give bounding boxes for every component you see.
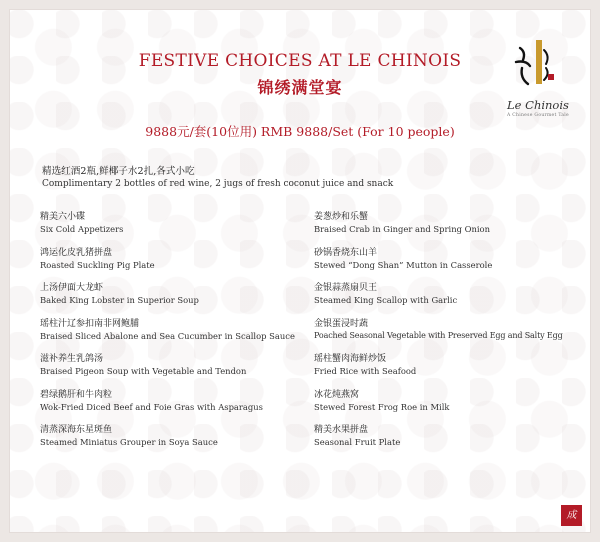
dish-name-cn: 清蒸深海东星斑鱼 [40,425,113,435]
dish-name-cn: 碧绿鹅肝和牛肉粒 [40,389,113,400]
dish-name-en: Poached Seasonal Vegetable with Preserved Egg and Salty Egg [314,330,563,340]
dish-name-en: Steamed Miniatus Grouper in Soya Sauce [40,437,218,447]
dish-item [40,282,295,318]
logo-text: Le Chinois [507,98,569,112]
dish-name-cn: 金银蒜蒸扇贝王 [314,283,378,293]
dish-name-cn: 精美水果拼盘 [314,425,369,435]
dish-item [40,318,295,354]
intro-en: Complimentary 2 bottles of red wine, 2 jugs of fresh coconut juice and snack [42,179,394,189]
dish-item [40,424,295,460]
dish-item [314,389,563,425]
dish-name-en: Braised Pigeon Soup with Vegetable and Tendon [40,366,247,376]
complimentary-note [42,166,393,190]
dish-name-en: Baked King Lobster in Superior Soup [40,295,199,305]
dish-item [314,211,563,247]
dish-name-cn: 上汤伊面大龙虾 [40,283,104,293]
dish-item [40,211,295,247]
dish-name-en: Steamed King Scallop with Garlic [314,295,458,305]
dish-name-cn: 砂锅香烧东山羊 [314,247,378,258]
intro-cn: 精选红酒2瓶,鲜椰子水2扎,各式小吃 [42,166,195,177]
dish-name-en: Wok-Fried Diced Beef and Foie Gras with Asparagus [40,401,263,412]
dish-name-en: Stewed “Dong Shan” Mutton in Casserole [314,259,493,270]
dish-name-en: Six Cold Appetizers [40,224,124,234]
dish-item [314,318,563,354]
dish-list-left [40,211,295,460]
dish-name-cn: 瑶柱蟹肉海鲜炒饭 [314,354,387,364]
dish-name-cn: 瑶柱汁辽参扣南非网鲍脯 [40,318,140,329]
dish-name-cn: 冰花炖燕窝 [314,389,360,400]
dish-name-cn: 金银蛋浸时蔬 [314,318,369,329]
dish-list-right [314,211,563,460]
dish-name-cn: 滋补养生乳鸽汤 [40,354,104,364]
dish-name-en: Braised Crab in Ginger and Spring Onion [314,224,490,234]
dish-item [314,424,563,460]
calligraphy-logo-icon [510,38,558,96]
dish-item [314,282,563,318]
dish-name-cn: 姜葱炒和乐蟹 [314,212,369,222]
menu-title-en: FESTIVE CHOICES AT LE CHINOIS [138,51,462,71]
menu-title-cn: 锦绣满堂宴 [257,78,343,97]
dish-name-cn: 精美六小碟 [40,212,86,222]
dish-name-en: Fried Rice with Seafood [314,366,417,376]
dish-item [40,353,295,389]
dish-name-en: Seasonal Fruit Plate [314,437,401,447]
dish-item [314,353,563,389]
set-price: 9888元/套(10位用) RMB 9888/Set (For 10 people) [145,124,455,139]
logo-subtitle: A Chinese Gourmet Tale [507,113,569,118]
dish-name-en: Braised Sliced Abalone and Sea Cucumber in Scallop Sauce [40,330,295,341]
dish-item [40,389,295,425]
dish-name-en: Roasted Suckling Pig Plate [40,259,155,270]
red-seal-stamp-icon: 成 [561,505,582,526]
dish-name-cn: 鸿运化皮乳猪拼盘 [40,247,113,258]
dish-item [314,247,563,283]
dish-name-en: Stewed Forest Frog Roe in Milk [314,401,450,412]
le-chinois-logo [498,38,578,128]
dish-item [40,247,295,283]
